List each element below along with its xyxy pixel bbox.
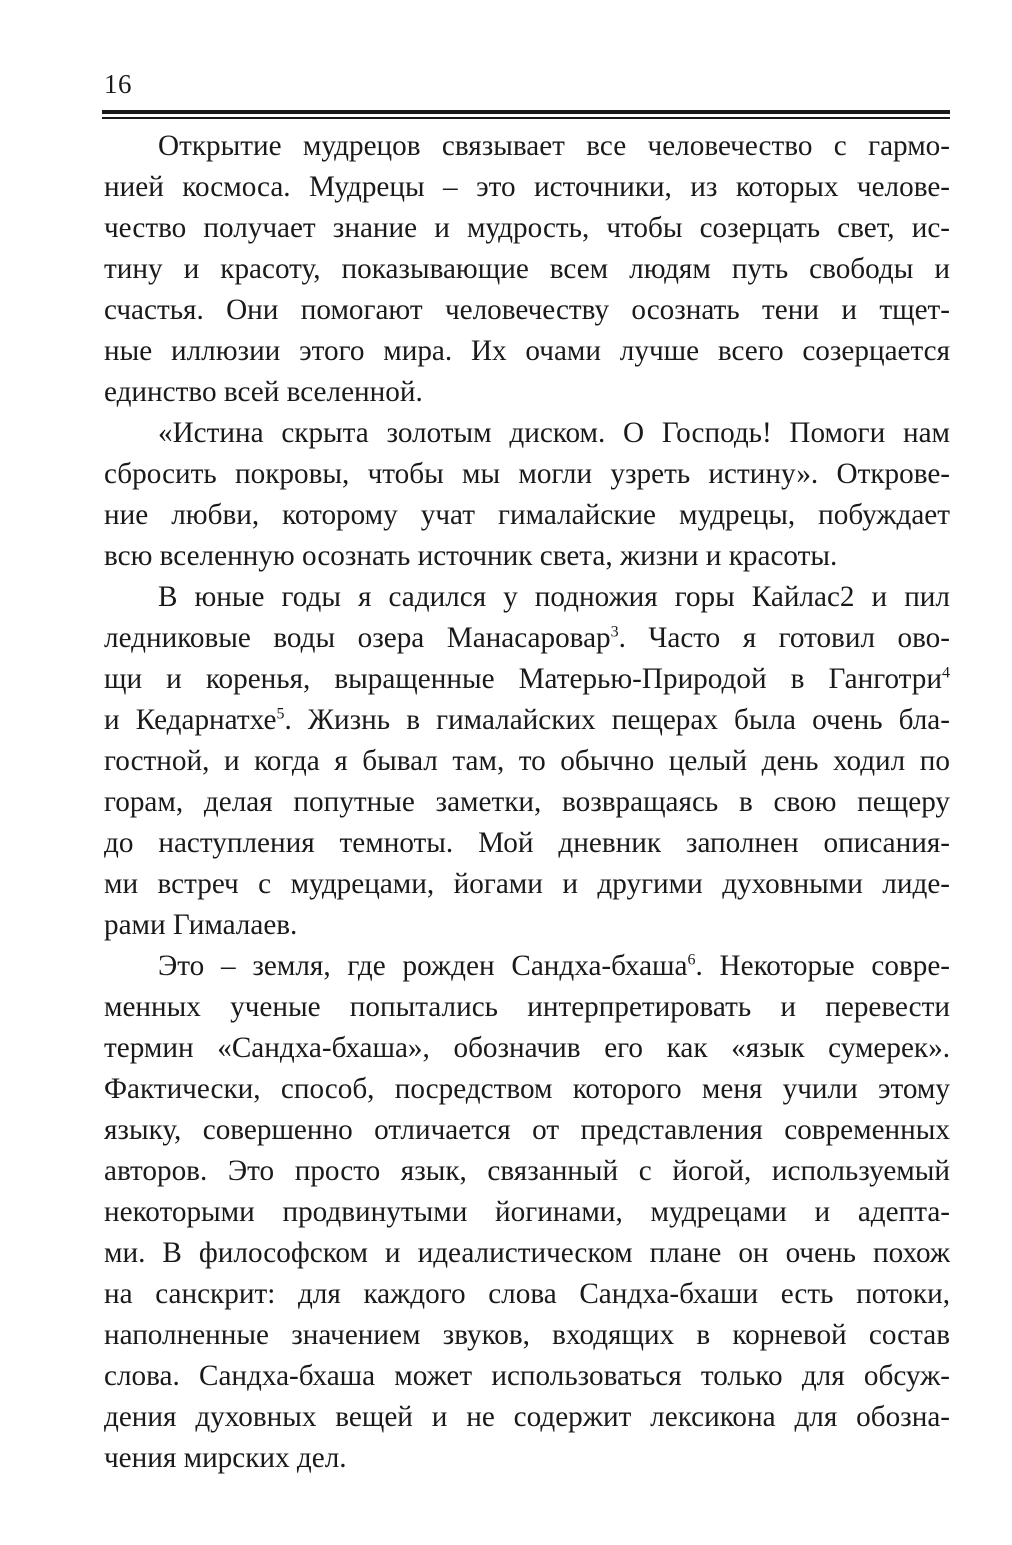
text-line bbox=[104, 700, 950, 741]
text-line: гостной, и когда я бывал там, то обычно целый день ходил по bbox=[104, 745, 950, 777]
text-line bbox=[104, 659, 950, 700]
text-line: чество получает знание и мудрость, чтобы созерцать свет, ис- bbox=[104, 212, 950, 244]
text-line: термин «Сандха-бхаша», обозначив его как «язык сумерек». bbox=[104, 1032, 950, 1064]
footnote-marker: 5 bbox=[276, 705, 285, 723]
text-line: сбросить покровы, чтобы мы могли узреть истину». Открове- bbox=[104, 458, 950, 490]
text-line: ми. В философском и идеалистическом плане он очень похож bbox=[104, 1237, 950, 1269]
text-line: наполненные значением звуков, входящих в корневой состав bbox=[104, 1319, 950, 1351]
text-line bbox=[104, 946, 950, 987]
text-line: Открытие мудрецов связывает все человечество с гармо- bbox=[158, 130, 950, 162]
text-line: на санскрит: для каждого слова Сандха-бхаши есть потоки, bbox=[104, 1278, 950, 1310]
text-line: ми встреч с мудрецами, йогами и другими духовными лиде- bbox=[104, 868, 950, 900]
footnote-marker: 3 bbox=[610, 623, 619, 641]
text-segment: . Некоторые совре- bbox=[695, 950, 950, 982]
text-segment: . Часто я готовил ово- bbox=[618, 622, 950, 654]
footnote-marker: 4 bbox=[942, 664, 950, 682]
body-text bbox=[104, 126, 950, 1479]
page-number: 16 bbox=[104, 69, 132, 99]
text-segment: ледниковые воды озера Манасаровар bbox=[104, 622, 611, 654]
text-segment: . Жизнь в гималайских пещерах была очень бла- bbox=[284, 704, 950, 736]
text-segment: щи и коренья, выращенные Матерью-Природой в Ганготри bbox=[104, 663, 942, 695]
text-line bbox=[104, 618, 950, 659]
text-line: языку, совершенно отличается от представления современных bbox=[104, 1114, 950, 1146]
text-segment: и Кедарнатхе bbox=[104, 704, 277, 736]
text-line: чения мирских дел. bbox=[104, 1442, 347, 1474]
text-line: до наступления темноты. Мой дневник заполнен описания- bbox=[104, 827, 950, 859]
text-line: горам, делая попутные заметки, возвращаясь в свою пещеру bbox=[104, 786, 950, 818]
text-line: менных ученые попытались интерпретировать и перевести bbox=[104, 991, 950, 1023]
text-segment: Это – земля, где рожден Сандха-бхаша bbox=[158, 950, 688, 982]
text-line: рами Гималаев. bbox=[104, 909, 298, 941]
text-line: дения духовных вещей и не содержит лексикона для обозна- bbox=[104, 1401, 950, 1433]
text-line: единство всей вселенной. bbox=[104, 376, 423, 408]
text-line: слова. Сандха-бхаша может использоваться только для обсуж- bbox=[104, 1360, 950, 1392]
header-rule-thin bbox=[102, 117, 950, 119]
text-line: счастья. Они помогают человечеству осознать тени и тщет- bbox=[104, 294, 950, 326]
text-line: ние любви, которому учат гималайские мудрецы, побуждает bbox=[104, 499, 950, 531]
text-line: всю вселенную осознать источник света, жизни и красоты. bbox=[104, 540, 838, 572]
text-line: В юные годы я садился у подножия горы Кайлас2 и пил bbox=[158, 581, 950, 613]
text-line: некоторыми продвинутыми йогинами, мудрецами и адепта- bbox=[104, 1196, 950, 1228]
text-line: «Истина скрыта золотым диском. О Господь! Помоги нам bbox=[158, 417, 950, 449]
text-line: тину и красоту, показывающие всем людям путь свободы и bbox=[104, 253, 950, 285]
text-line: Фактически, способ, посредством которого меня учили этому bbox=[104, 1073, 950, 1105]
footnote-marker: 6 bbox=[687, 951, 696, 969]
header-rule-thick bbox=[102, 110, 950, 114]
text-line: ные иллюзии этого мира. Их очами лучше всего созерцается bbox=[104, 335, 950, 367]
text-line: авторов. Это просто язык, связанный с йогой, используемый bbox=[104, 1155, 950, 1187]
text-line: нией космоса. Мудрецы – это источники, из которых челове- bbox=[104, 171, 950, 203]
